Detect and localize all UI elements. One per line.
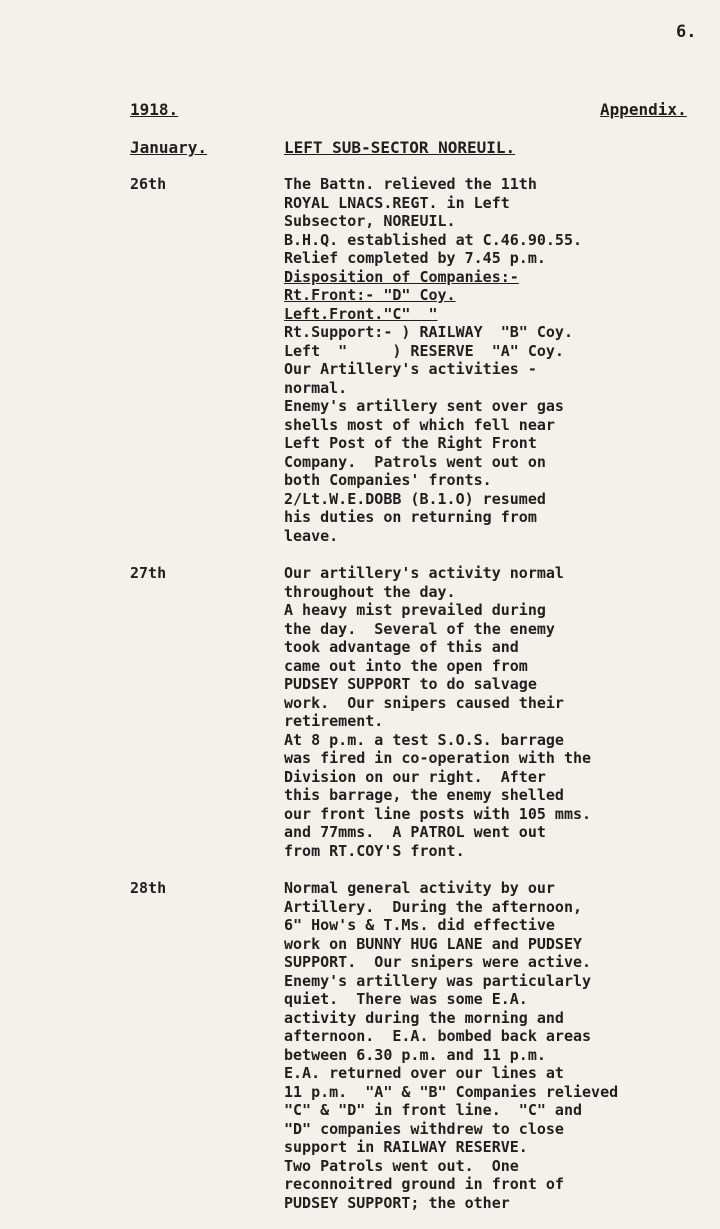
entry-line: SUPPORT. Our snipers were active. (284, 953, 592, 971)
disposition-heading: Disposition of Companies:- (284, 267, 519, 286)
entry-date-27th: 27th (130, 564, 167, 582)
entry-line: his duties on returning from (284, 508, 537, 526)
year-heading: 1918. (130, 100, 179, 119)
section-title: LEFT SUB-SECTOR NOREUIL. (284, 138, 516, 157)
entry-line: Our Artillery's activities - (284, 360, 537, 378)
entry-line: PUDSEY SUPPORT to do salvage (284, 675, 537, 693)
entry-line: between 6.30 p.m. and 11 p.m. (284, 1045, 546, 1064)
entry-line: both Companies' fronts. (284, 471, 492, 489)
entry-line: normal. (284, 378, 348, 397)
month-heading: January. (130, 138, 208, 157)
entry-line: from RT.COY'S front. (284, 841, 465, 860)
entry-line: quiet. There was some E.A. (284, 990, 528, 1008)
entry-line: PUDSEY SUPPORT; the other (284, 1193, 510, 1212)
entry-line: 6" How's & T.Ms. did effective (284, 916, 555, 934)
entry-line: E.A. returned over our lines at (284, 1064, 564, 1082)
entry-line: 2/Lt.W.E.DOBB (B.1.O) resumed (284, 489, 546, 508)
entry-line: Left.Front."C" " (284, 304, 438, 323)
entry-line: our front line posts with 105 mms. (284, 804, 592, 823)
entry-line: shells most of which fell near (284, 415, 555, 434)
entry-line: afternoon. E.A. bombed back areas (284, 1027, 592, 1045)
entry-text-27th (284, 564, 714, 860)
entry-line: retirement. (284, 712, 384, 730)
page-number: 6. (676, 22, 697, 42)
entry-line: work on BUNNY HUG LANE and PUDSEY (284, 934, 583, 953)
entry-line: and 77mms. A PATROL went out (284, 823, 546, 841)
entry-line: leave. (284, 526, 339, 545)
entry-line: At 8 p.m. a test S.O.S. barrage (284, 730, 564, 749)
entry-line: Enemy's artillery sent over gas (284, 397, 564, 415)
entry-line: support in RAILWAY RESERVE. (284, 1138, 528, 1156)
entry-line: Enemy's artillery was particularly (284, 971, 592, 990)
entry-line: Rt.Front:- "D" Coy. (284, 286, 456, 304)
appendix-heading: Appendix. (600, 100, 687, 119)
entry-line: Our artillery's activity normal (284, 564, 564, 582)
entry-line: Normal general activity by our (284, 879, 555, 897)
entry-line: Relief completed by 7.45 p.m. (284, 249, 546, 267)
entry-line: A heavy mist prevailed during (284, 601, 546, 619)
entry-line: The Battn. relieved the 11th (284, 175, 537, 193)
entry-line: Two Patrols went out. One (284, 1156, 519, 1175)
entry-line: activity during the morning and (284, 1008, 564, 1027)
entry-line: reconnoitred ground in front of (284, 1175, 564, 1193)
entry-date-26th: 26th (130, 175, 167, 193)
entry-line: Company. Patrols went out on (284, 452, 546, 471)
entry-line: ROYAL LNACS.REGT. in Left (284, 193, 510, 212)
entry-line: Subsector, NOREUIL. (284, 212, 456, 230)
entry-line: work. Our snipers caused their (284, 693, 564, 712)
entry-line: throughout the day. (284, 582, 456, 601)
entry-date-28th: 28th (130, 879, 167, 897)
entry-line: took advantage of this and (284, 638, 519, 656)
entry-line: this barrage, the enemy shelled (284, 786, 564, 804)
entry-line: 11 p.m. "A" & "B" Companies relieved (284, 1082, 619, 1101)
entry-line: the day. Several of the enemy (284, 619, 555, 638)
entry-line: was fired in co-operation with the (284, 749, 592, 767)
entry-line: Rt.Support:- ) RAILWAY "B" Coy. (284, 323, 573, 341)
entry-line: B.H.Q. established at C.46.90.55. (284, 230, 583, 249)
entry-line: Left Post of the Right Front (284, 434, 537, 452)
entry-line: Left " ) RESERVE "A" Coy. (284, 341, 564, 360)
entry-line: came out into the open from (284, 656, 528, 675)
entry-line: Division on our right. After (284, 767, 546, 786)
entry-line: "C" & "D" in front line. "C" and (284, 1101, 583, 1119)
entry-text-26th (284, 175, 714, 545)
entry-line: "D" companies withdrew to close (284, 1119, 564, 1138)
entry-line: Artillery. During the afternoon, (284, 897, 583, 916)
entry-text-28th (284, 879, 714, 1212)
